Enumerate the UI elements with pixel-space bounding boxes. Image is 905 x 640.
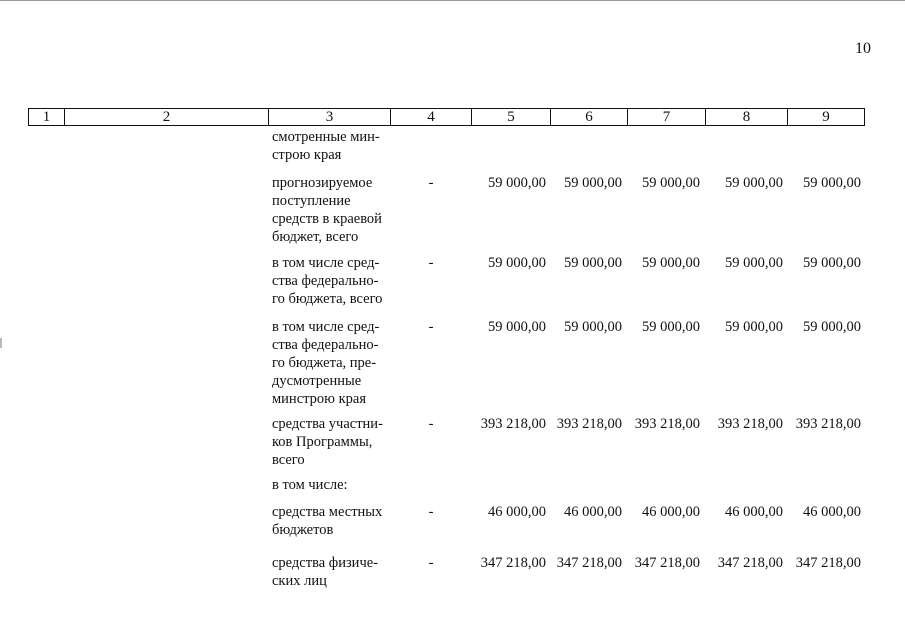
value-col-5: 347 218,00 (480, 555, 546, 571)
row-label: смотренные мин- строю края (272, 129, 380, 163)
row-label: в том числе: (272, 477, 348, 493)
value-col-5: 393 218,00 (480, 416, 546, 432)
row-label: средства физиче- ских лиц (272, 555, 378, 589)
header-col-5: 5 (472, 109, 551, 126)
value-col-7: 59 000,00 (642, 319, 700, 335)
row-label: в том числе сред- ства федерально- го бюджета, пре- дусмотренные минстрою края (272, 319, 380, 407)
value-col-6: 59 000,00 (564, 319, 622, 335)
value-col-8: 59 000,00 (725, 175, 783, 191)
page-top-edge (0, 0, 905, 1)
value-col-8: 393 218,00 (717, 416, 783, 432)
value-col-8: 59 000,00 (725, 319, 783, 335)
row-dash: - (428, 255, 434, 271)
value-col-9: 59 000,00 (803, 255, 861, 271)
value-col-9: 393 218,00 (795, 416, 861, 432)
value-col-6: 46 000,00 (564, 504, 622, 520)
row-dash: - (428, 175, 434, 191)
value-col-7: 46 000,00 (642, 504, 700, 520)
header-col-2: 2 (65, 109, 269, 126)
scan-mark (0, 338, 2, 348)
value-col-5: 46 000,00 (488, 504, 546, 520)
value-col-7: 59 000,00 (642, 175, 700, 191)
header-col-4: 4 (391, 109, 472, 126)
row-label: в том числе сред- ства федерально- го бюджета, всего (272, 255, 383, 307)
value-col-8: 46 000,00 (725, 504, 783, 520)
row-dash: - (428, 555, 434, 571)
value-col-6: 59 000,00 (564, 255, 622, 271)
row-label: средства участни- ков Программы, всего (272, 416, 383, 468)
value-col-6: 59 000,00 (564, 175, 622, 191)
value-col-8: 347 218,00 (717, 555, 783, 571)
row-label: прогнозируемое поступление средств в краевой бюджет, всего (272, 175, 382, 245)
header-col-9: 9 (788, 109, 865, 126)
header-col-8: 8 (706, 109, 788, 126)
header-col-7: 7 (628, 109, 706, 126)
value-col-7: 393 218,00 (634, 416, 700, 432)
value-col-5: 59 000,00 (488, 175, 546, 191)
row-dash: - (428, 504, 434, 520)
row-dash: - (428, 319, 434, 335)
value-col-9: 347 218,00 (795, 555, 861, 571)
header-row (29, 109, 865, 126)
value-col-9: 46 000,00 (803, 504, 861, 520)
value-col-5: 59 000,00 (488, 255, 546, 271)
row-label: средства местных бюджетов (272, 504, 383, 538)
header-col-1: 1 (29, 109, 65, 126)
column-number-header (28, 108, 865, 126)
value-col-9: 59 000,00 (803, 175, 861, 191)
value-col-6: 347 218,00 (556, 555, 622, 571)
value-col-8: 59 000,00 (725, 255, 783, 271)
header-col-3: 3 (269, 109, 391, 126)
value-col-9: 59 000,00 (803, 319, 861, 335)
row-dash: - (428, 416, 434, 432)
value-col-7: 59 000,00 (642, 255, 700, 271)
value-col-6: 393 218,00 (556, 416, 622, 432)
page-number: 10 (855, 40, 871, 57)
value-col-7: 347 218,00 (634, 555, 700, 571)
header-col-6: 6 (551, 109, 628, 126)
value-col-5: 59 000,00 (488, 319, 546, 335)
